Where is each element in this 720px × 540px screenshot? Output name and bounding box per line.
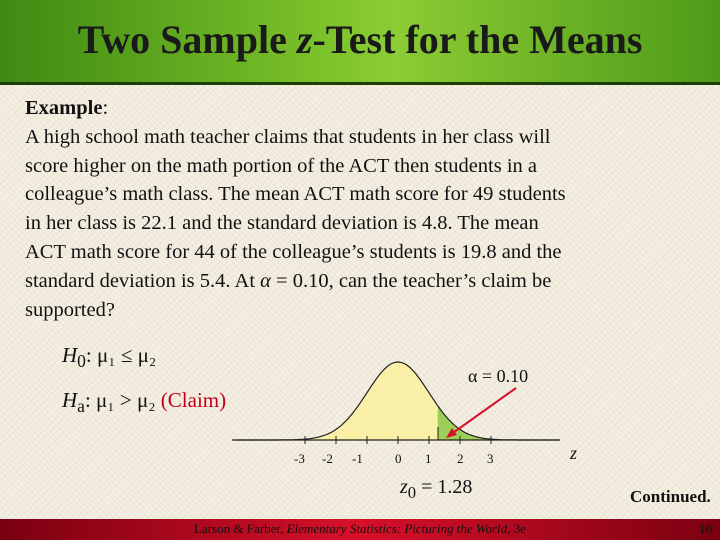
example-line: score higher on the math portion of the ACT then students in a (25, 154, 538, 177)
footer-authors: Larson & Farber, (194, 521, 287, 536)
z-subscript: 0 (407, 483, 417, 502)
example-line: in her class is 22.1 and the standard deviation is 4.8. The mean (25, 212, 539, 235)
tick-label: -2 (322, 451, 333, 466)
critical-value-label (400, 476, 472, 503)
continued-label: Continued. (630, 487, 711, 506)
h-letter: H (62, 343, 78, 367)
example-line: colleague’s math class. The mean ACT math score for 49 students (25, 183, 566, 206)
alpha-label: α = 0.10 (468, 366, 529, 386)
footer-citation (0, 521, 720, 537)
claim-label: (Claim) (160, 388, 227, 412)
footer-book-title: Elementary Statistics: Picturing the World (286, 521, 508, 536)
hypothesis-text: : μ₁ > μ₂ (84, 388, 161, 412)
z-letter: z (400, 476, 408, 498)
page-number: 10 (699, 521, 712, 536)
tick-label: 2 (457, 451, 464, 466)
title-italic-z: z (296, 17, 313, 62)
example-label-colon: : (102, 97, 109, 119)
h-letter: H (62, 388, 78, 412)
z-axis-label: z (570, 443, 578, 463)
tick-label: 0 (395, 451, 402, 466)
tick-label: 3 (487, 451, 494, 466)
title-part: -Test for the Means (312, 17, 643, 62)
text-fragment: = 0.10, can the teacher’s claim be (270, 269, 552, 292)
example-label: Example (25, 97, 103, 119)
h-subscript: a (77, 396, 85, 417)
curve-area (237, 362, 559, 440)
hypothesis-text: : μ₁ ≤ μ₂ (85, 343, 157, 367)
title-part: Two Sample (77, 17, 297, 62)
h-subscript: 0 (77, 351, 86, 372)
text-fragment: standard deviation is 5.4. At (25, 269, 261, 292)
tick-label: -1 (352, 451, 363, 466)
tick-label: 1 (425, 451, 432, 466)
example-line: ACT math score for 44 of the colleague’s students is 19.8 and the (25, 240, 562, 263)
tick-label: -3 (294, 451, 305, 466)
example-line: A high school math teacher claims that students in her class will (25, 125, 551, 148)
critical-value-text: = 1.28 (416, 476, 473, 498)
alpha-symbol: α (260, 269, 271, 292)
example-line: supported? (25, 298, 115, 321)
alpha-arrow (450, 388, 516, 435)
footer-edition: , 3e (507, 521, 526, 536)
footer-bar (0, 519, 720, 540)
